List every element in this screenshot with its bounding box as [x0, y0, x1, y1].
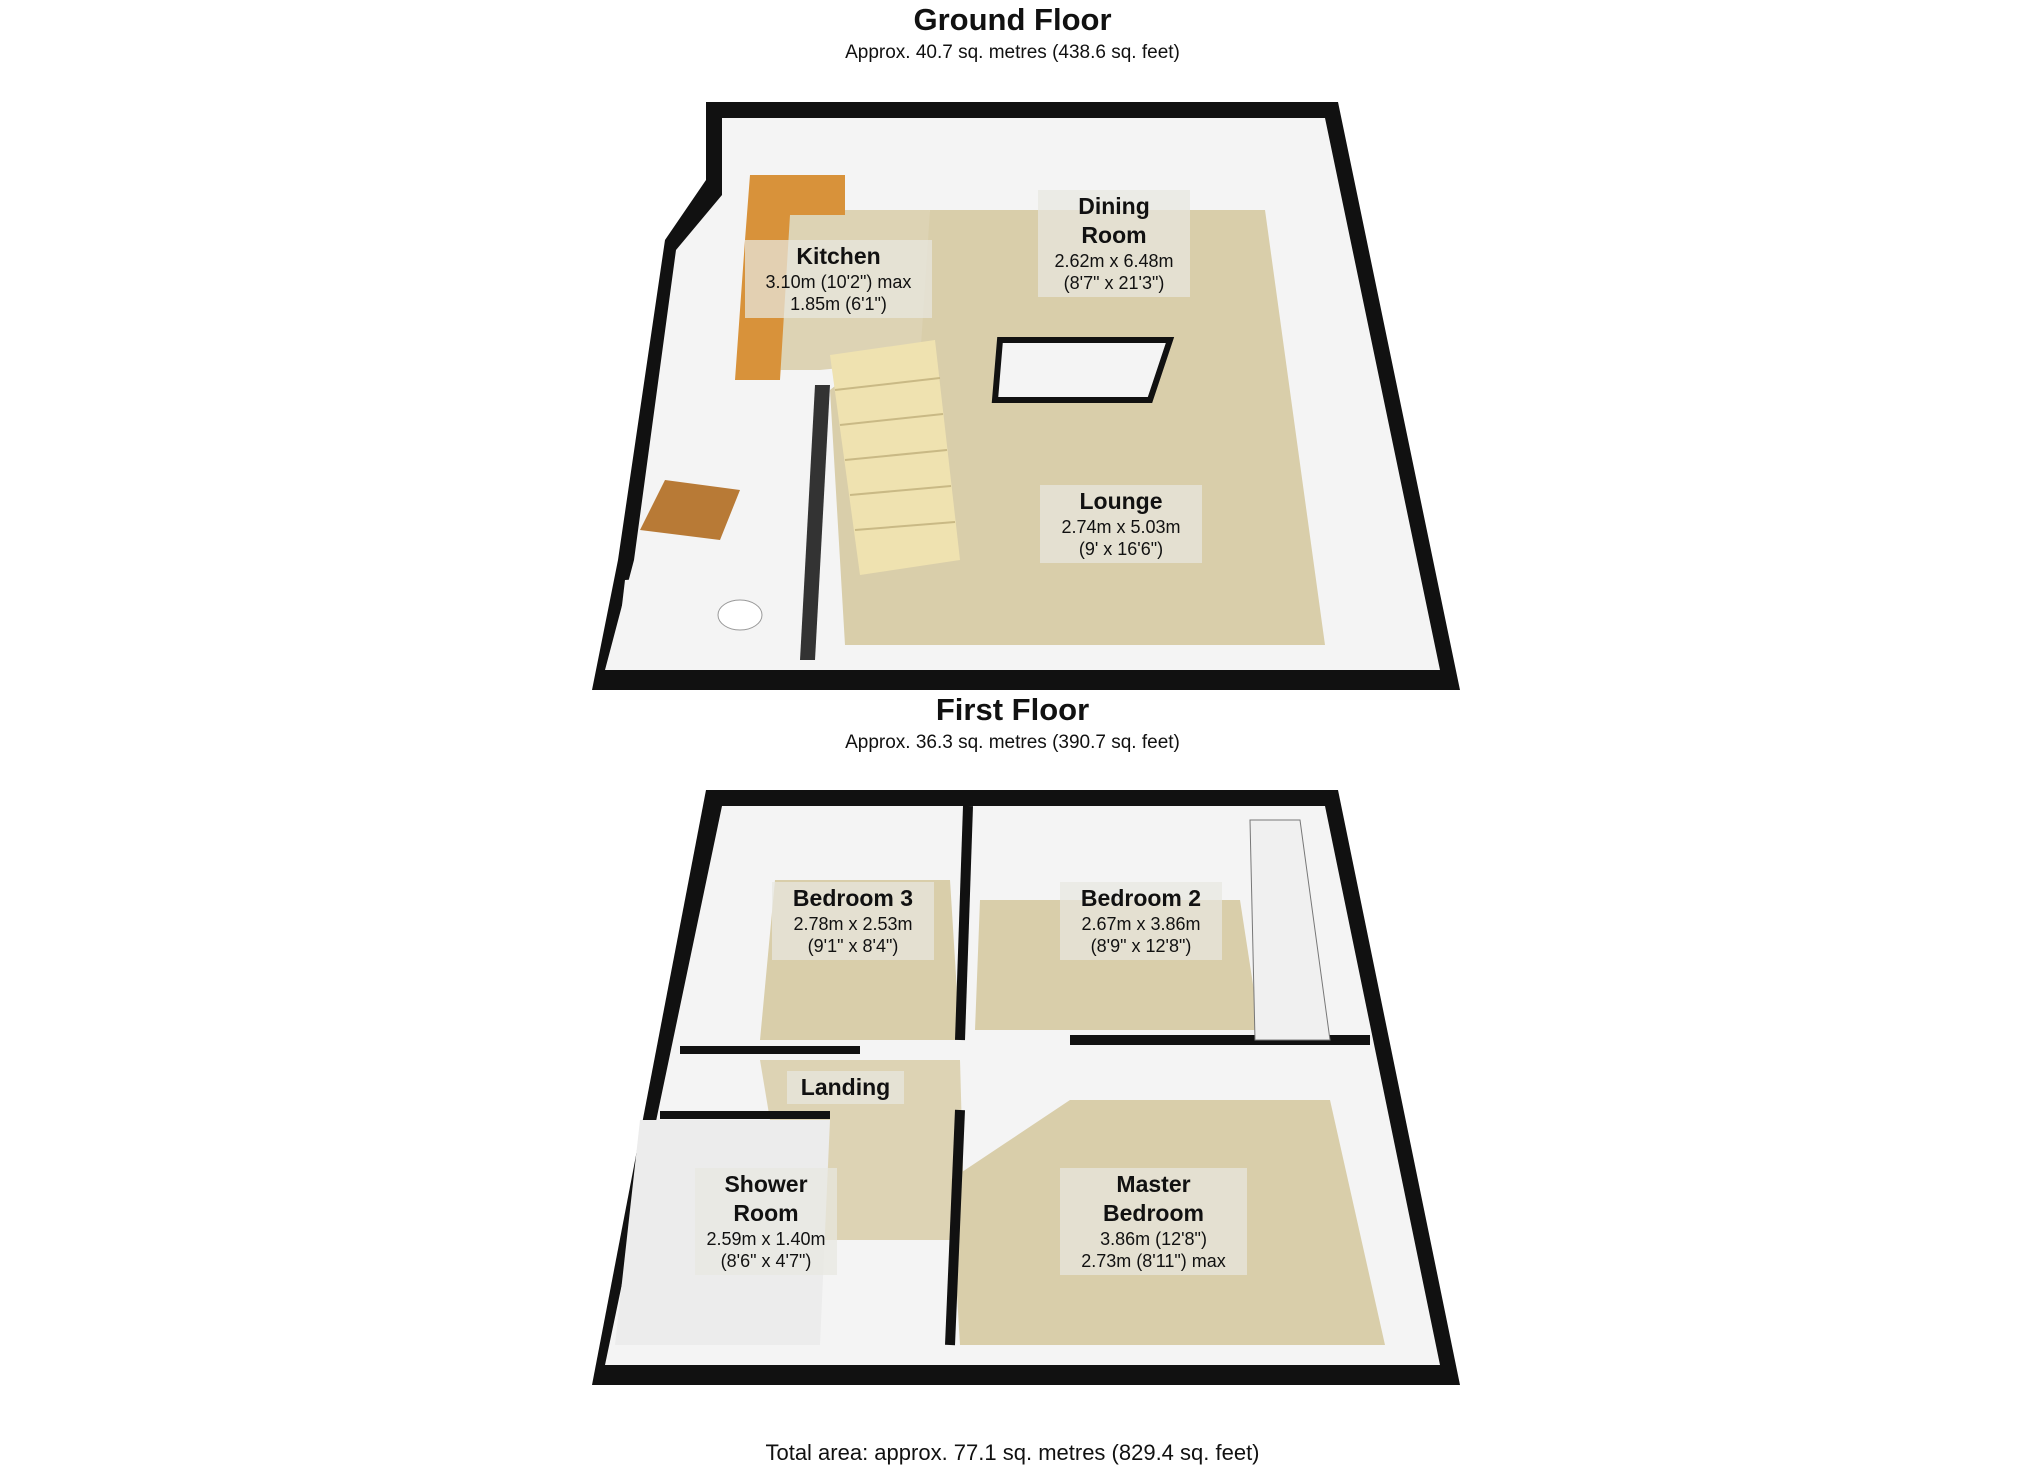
bedroom2-dims-metric: 2.67m x 3.86m [1081, 913, 1201, 934]
ground-floor-plan [592, 102, 1460, 690]
lounge-name: Lounge [1079, 488, 1163, 514]
master-bedroom-label [1060, 1168, 1247, 1275]
ground-floor-area: Approx. 40.7 sq. metres (438.6 sq. feet) [845, 42, 1180, 63]
first-floor-plan [592, 790, 1460, 1385]
ground-floor-title: Ground Floor [913, 2, 1112, 37]
landing-label [787, 1071, 904, 1104]
master-bedroom-dims-line1: 3.86m (12'8") [1100, 1228, 1207, 1249]
dining-room-label [1038, 190, 1190, 297]
master-bedroom-name: Master Bedroom [1103, 1171, 1204, 1226]
shower-room-name: Shower Room [724, 1171, 808, 1226]
bedroom2-dims-imperial: (8'9" x 12'8") [1090, 936, 1192, 957]
dining-partition [995, 340, 1170, 400]
wc-toilet [718, 600, 762, 630]
shower-room-dims-imperial: (8'6" x 4'7") [720, 1251, 812, 1271]
bedroom2-label [1060, 882, 1222, 960]
lounge-dims-imperial: (9' x 16'6") [1078, 539, 1164, 560]
kitchen-dims-line2: 1.85m (6'1") [790, 294, 887, 315]
master-bedroom-dims-line2: 2.73m (8'11") max [1081, 1251, 1226, 1271]
bedroom2-name: Bedroom 2 [1080, 885, 1202, 911]
dining-room-dims-metric: 2.62m x 6.48m [1054, 250, 1174, 271]
first-floor-title: First Floor [935, 692, 1090, 727]
kitchen-label [745, 240, 932, 318]
first-floor-area: Approx. 36.3 sq. metres (390.7 sq. feet) [845, 732, 1180, 753]
landing-name: Landing [800, 1074, 891, 1100]
total-area: Total area: approx. 77.1 sq. metres (829.4 sq. feet) [765, 1440, 1260, 1465]
bedroom3-label [772, 882, 934, 960]
bedroom3-dims-imperial: (9'1" x 8'4") [807, 936, 899, 957]
kitchen-name: Kitchen [796, 243, 881, 269]
lounge-label [1040, 485, 1202, 563]
shower-room-label [695, 1168, 837, 1275]
lounge-dims-metric: 2.74m x 5.03m [1061, 516, 1181, 537]
dining-room-dims-imperial: (8'7" x 21'3") [1063, 273, 1165, 293]
shower-room-dims-metric: 2.59m x 1.40m [706, 1228, 826, 1249]
bedroom3-name: Bedroom 3 [792, 885, 914, 911]
bedroom3-dims-metric: 2.78m x 2.53m [793, 913, 913, 934]
kitchen-dims-line1: 3.10m (10'2") max [765, 271, 912, 292]
dining-room-name: Dining Room [1078, 193, 1150, 248]
